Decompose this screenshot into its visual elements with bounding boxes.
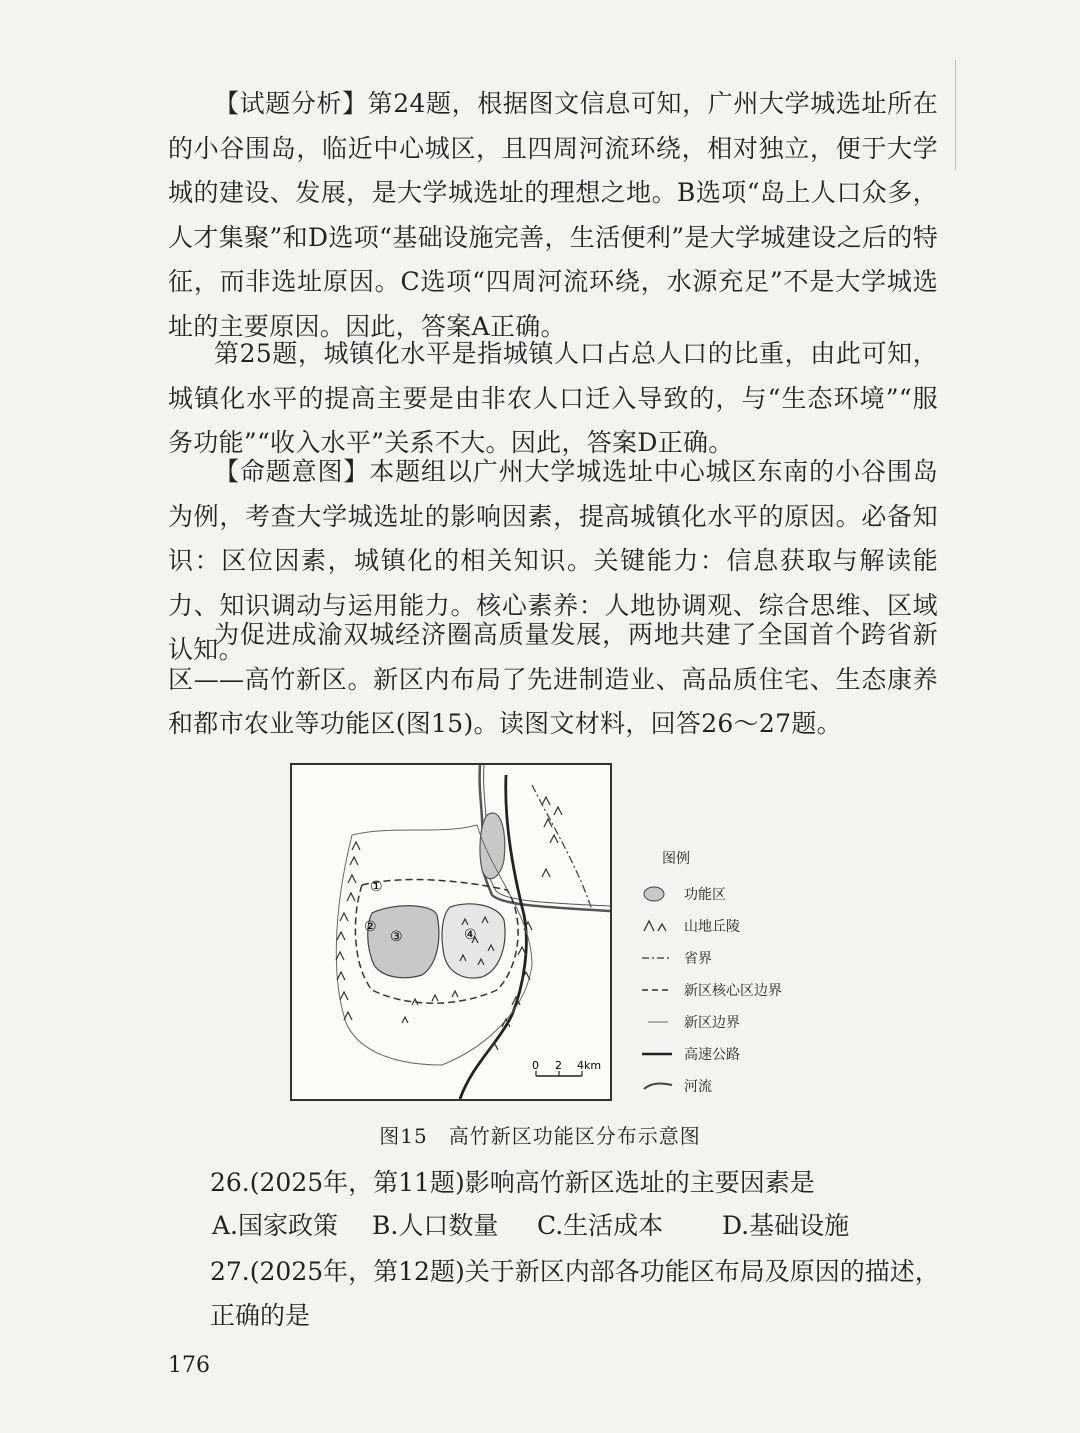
- analysis-paragraph: 【试题分析】第24题，根据图文信息可知，广州大学城选址所在的小谷围岛，临近中心城区，且四周河流环绕，相对独立，便于大学城的建设、发展，是大学城选址的理想之地。B选项“岛上人口众多，人才集聚”和D选项“基础设施完善，生活便利”是大学城建设之后的特征，而非选址原因。C选项“四周河流环绕，水源充足”不是大学城选址的主要原因。因此，答案A正确。: [168, 89, 938, 341]
- page-edge-line: [955, 60, 956, 170]
- map-svg: [292, 765, 610, 1099]
- q25-analysis-paragraph: 第25题，城镇化水平是指城镇人口占总人口的比重，由此可知，城镇化水平的提高主要是由非农人口迁入导致的，与“生态环境”“服务功能”“收入水平”关系不大。因此，答案D正确。: [168, 339, 938, 457]
- legend-item-province-border: [640, 942, 810, 974]
- legend-label: 河流: [684, 1079, 712, 1095]
- legend-label: 山地丘陵: [684, 919, 740, 935]
- question-26-options: [212, 1206, 849, 1246]
- legend-item-expressway: [640, 1038, 810, 1070]
- zone-label-4: ④: [464, 927, 477, 943]
- mountain-hill-icon: [640, 916, 678, 936]
- question-27: 27.(2025年，第12题)关于新区内部各功能区布局及原因的描述，正确的是: [210, 1257, 940, 1330]
- page-number: 176: [168, 1353, 210, 1378]
- map-legend: [640, 848, 810, 1102]
- option-a: A.国家政策: [212, 1211, 339, 1240]
- option-b: B.人口数量: [372, 1211, 499, 1240]
- legend-label: 新区边界: [684, 1015, 740, 1031]
- legend-label: 高速公路: [684, 1047, 740, 1063]
- question-26: 26.(2025年，第11题)影响高竹新区选址的主要因素是: [210, 1168, 815, 1197]
- functional-zone-icon: [640, 884, 678, 904]
- new-area-border-icon: [640, 1012, 678, 1032]
- core-area-border-icon: [640, 980, 678, 1000]
- figure-caption: 图15 高竹新区功能区分布示意图: [379, 1124, 701, 1148]
- gaozhu-map: [290, 763, 612, 1101]
- river-icon: [640, 1076, 678, 1096]
- province-border-icon: [640, 948, 678, 968]
- legend-item-mountain: [640, 910, 810, 942]
- legend-label: 功能区: [684, 887, 726, 903]
- legend-title: 图例: [662, 851, 690, 867]
- legend-item-river: [640, 1070, 810, 1102]
- zone-label-1: ①: [370, 879, 383, 895]
- material-paragraph: 为促进成渝双城经济圈高质量发展，两地共建了全国首个跨省新区——高竹新区。新区内布局了先进制造业、高品质住宅、生态康养和都市农业等功能区(图15)。读图文材料，回答26～27题。: [168, 620, 938, 738]
- functional-zone-3: [368, 906, 439, 978]
- scale-bar: [532, 1059, 601, 1076]
- option-c: C.生活成本: [537, 1211, 664, 1240]
- legend-label: 省界: [684, 951, 712, 967]
- scale-zero: 0: [532, 1059, 539, 1072]
- scale-four: 4km: [577, 1059, 602, 1072]
- functional-zone-north: [480, 813, 505, 879]
- option-d: D.基础设施: [722, 1211, 850, 1240]
- legend-label: 新区核心区边界: [684, 983, 782, 999]
- legend-item-functional-zone: [640, 878, 810, 910]
- zone-label-3: ③: [390, 929, 403, 945]
- legend-item-new-area-border: [640, 1006, 810, 1038]
- zone-label-2: ②: [364, 919, 377, 935]
- province-border-line: [532, 785, 592, 910]
- expressway-icon: [640, 1044, 678, 1064]
- intent-paragraph: 【命题意图】本题组以广州大学城选址中心城区东南的小谷围岛为例，考查大学城选址的影响因素，提高城镇化水平的原因。必备知识：区位因素，城镇化的相关知识。关键能力：信息获取与解读能力、知识调动与运用能力。核心素养：人地协调观、综合思维、区域认知。: [168, 457, 938, 664]
- legend-item-core-border: [640, 974, 810, 1006]
- scale-two: 2: [555, 1059, 562, 1072]
